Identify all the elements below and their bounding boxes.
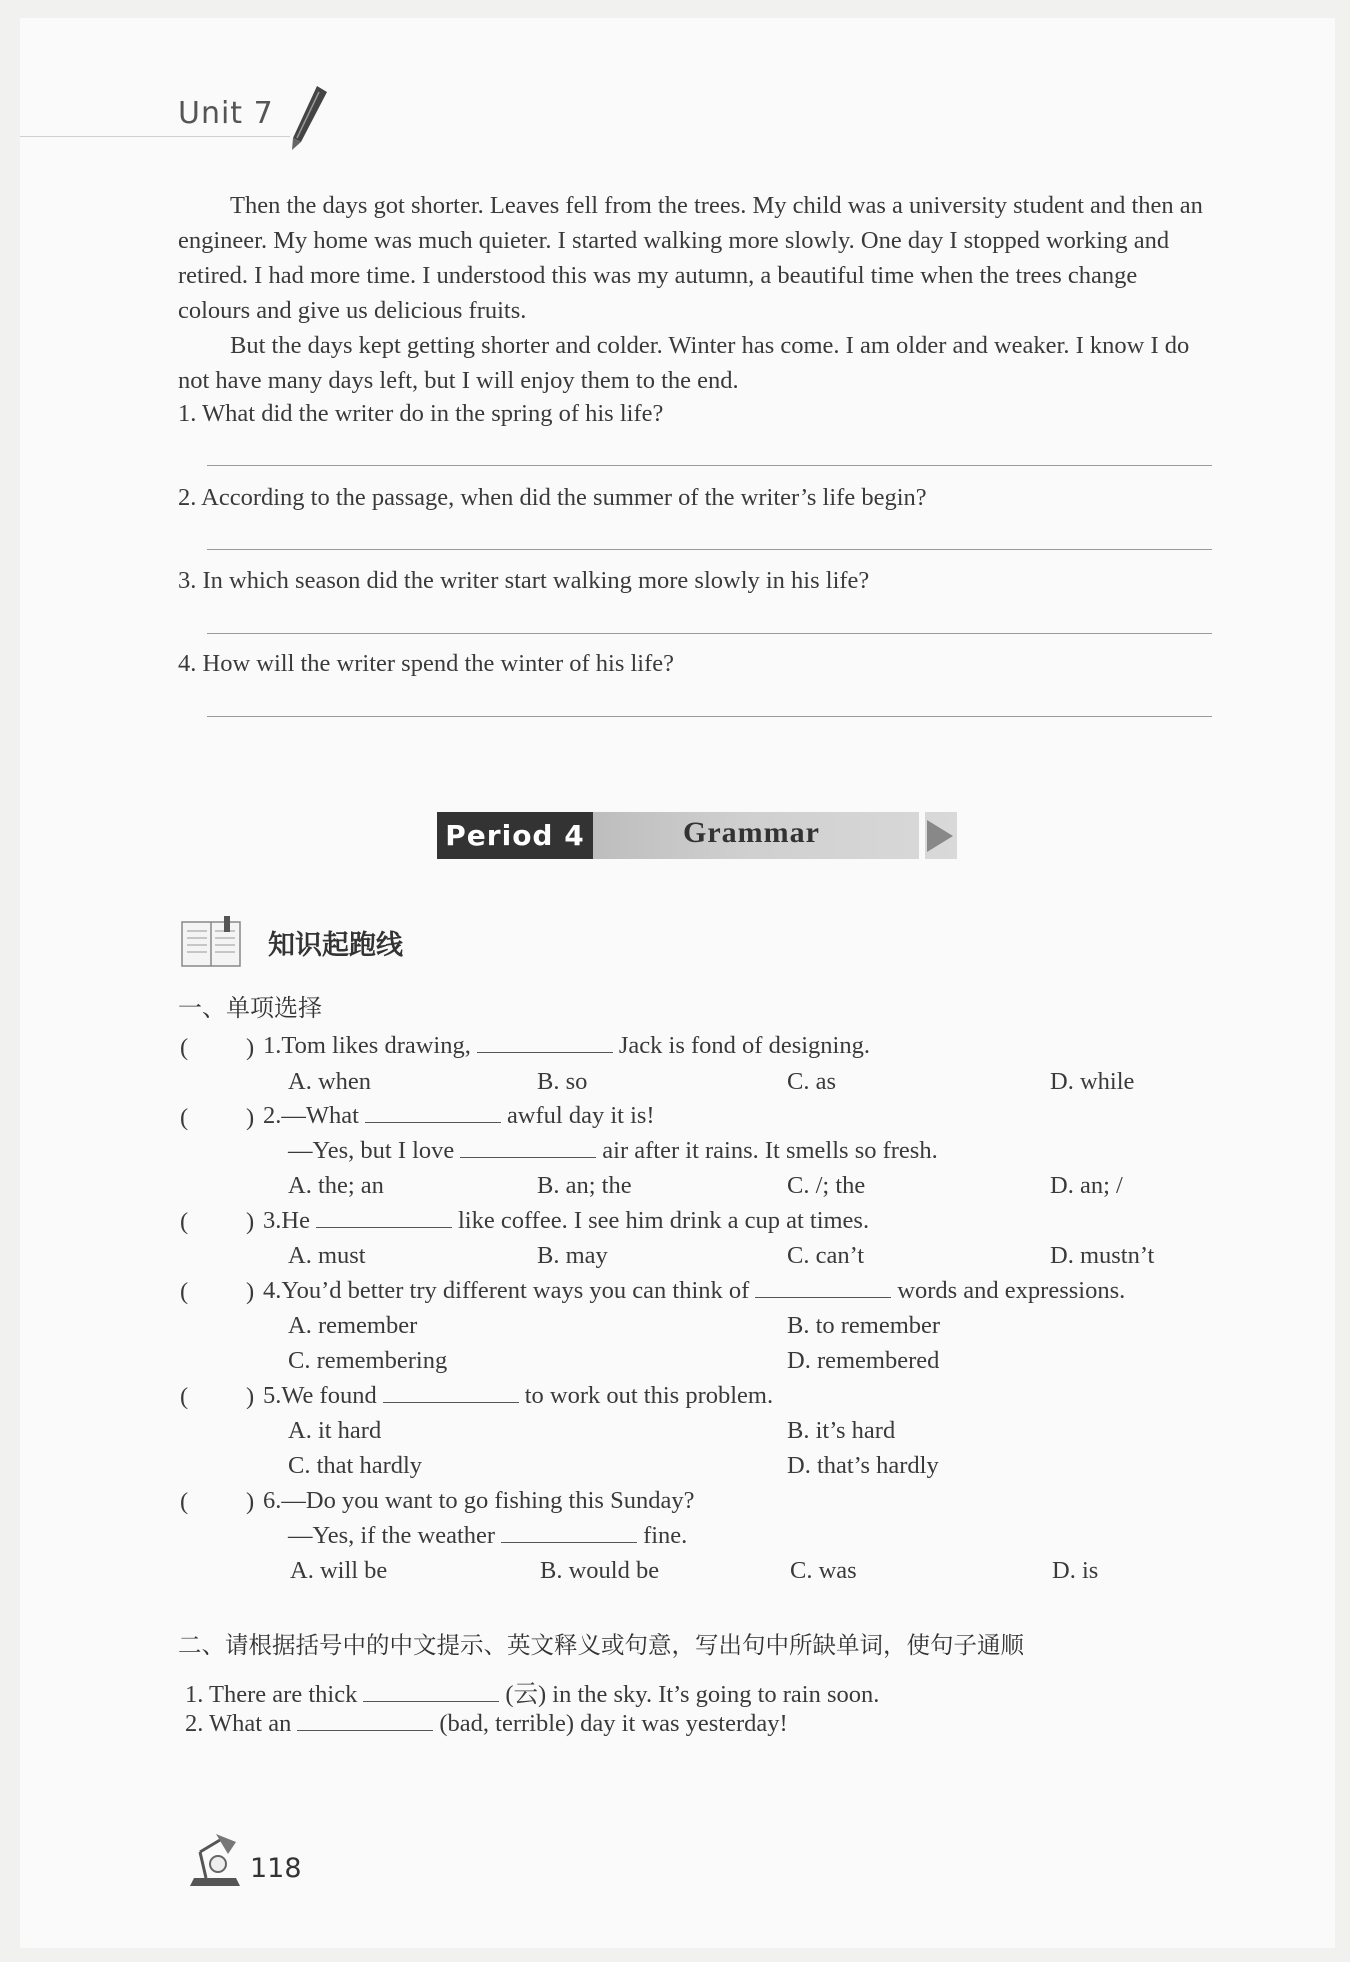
answer-paren-open[interactable]: ( bbox=[180, 1034, 189, 1061]
answer-paren-close: ) bbox=[246, 1208, 255, 1235]
option-b[interactable]: B. it’s hard bbox=[787, 1417, 896, 1444]
page-number: 118 bbox=[250, 1853, 302, 1884]
blank[interactable] bbox=[363, 1681, 499, 1702]
question-2: 2. According to the passage, when did the summer of the writer’s life begin? bbox=[178, 484, 927, 511]
mc-question-2: 2.—What awful day it is! bbox=[263, 1102, 655, 1129]
option-a[interactable]: A. when bbox=[288, 1068, 372, 1095]
part2-heading: 二、请根据括号中的中文提示、英文释义或句意，写出句中所缺单词，使句子通顺 bbox=[178, 1631, 1024, 1659]
option-a[interactable]: A. it hard bbox=[288, 1417, 382, 1444]
option-c[interactable]: C. remembering bbox=[288, 1347, 448, 1374]
option-a[interactable]: A. the; an bbox=[288, 1172, 384, 1199]
answer-paren-open[interactable]: ( bbox=[180, 1278, 189, 1305]
option-a[interactable]: A. will be bbox=[290, 1557, 388, 1584]
option-c[interactable]: C. as bbox=[787, 1068, 836, 1095]
pen-icon bbox=[283, 82, 333, 152]
option-b[interactable]: B. may bbox=[537, 1242, 608, 1269]
period-banner bbox=[437, 812, 957, 859]
answer-paren-close: ) bbox=[246, 1104, 255, 1131]
answer-paren-close: ) bbox=[246, 1383, 255, 1410]
question-3: 3. In which season did the writer start walking more slowly in his life? bbox=[178, 567, 870, 594]
desk-lamp-icon bbox=[184, 1830, 246, 1892]
fill-question-1: 1. There are thick (云) in the sky. It’s going to rain soon. bbox=[185, 1681, 880, 1708]
period-title: Grammar bbox=[683, 816, 820, 849]
blank[interactable] bbox=[477, 1032, 613, 1053]
mc-question-1: 1.Tom likes drawing, Jack is fond of designing. bbox=[263, 1032, 870, 1059]
option-c[interactable]: C. can’t bbox=[787, 1242, 865, 1269]
book-icon bbox=[180, 916, 246, 970]
option-c[interactable]: C. was bbox=[790, 1557, 857, 1584]
option-a[interactable]: A. remember bbox=[288, 1312, 418, 1339]
answer-line-4[interactable] bbox=[207, 716, 1212, 717]
blank[interactable] bbox=[316, 1207, 452, 1228]
blank[interactable] bbox=[365, 1102, 501, 1123]
answer-paren-open[interactable]: ( bbox=[180, 1383, 189, 1410]
answer-paren-close: ) bbox=[246, 1034, 255, 1061]
blank[interactable] bbox=[501, 1522, 637, 1543]
fill-question-2: 2. What an (bad, terrible) day it was yesterday! bbox=[185, 1710, 788, 1737]
answer-paren-open[interactable]: ( bbox=[180, 1104, 189, 1131]
option-b[interactable]: B. would be bbox=[540, 1557, 660, 1584]
option-c[interactable]: C. /; the bbox=[787, 1172, 866, 1199]
option-d[interactable]: D. remembered bbox=[787, 1347, 940, 1374]
blank[interactable] bbox=[383, 1382, 519, 1403]
option-b[interactable]: B. an; the bbox=[537, 1172, 632, 1199]
answer-paren-open[interactable]: ( bbox=[180, 1208, 189, 1235]
answer-line-3[interactable] bbox=[207, 633, 1212, 634]
period-label: Period 4 bbox=[437, 812, 593, 859]
part1-heading: 一、单项选择 bbox=[178, 994, 322, 1022]
mc-question-5: 5.We found to work out this problem. bbox=[263, 1382, 774, 1409]
unit-title: Unit 7 bbox=[178, 96, 274, 131]
mc-question-2-reply: —Yes, but I love air after it rains. It smells so fresh. bbox=[288, 1137, 938, 1164]
blank[interactable] bbox=[755, 1277, 891, 1298]
option-c[interactable]: C. that hardly bbox=[288, 1452, 423, 1479]
option-d[interactable]: D. an; / bbox=[1050, 1172, 1123, 1199]
option-d[interactable]: D. is bbox=[1052, 1557, 1099, 1584]
option-a[interactable]: A. must bbox=[288, 1242, 366, 1269]
paragraph-2: But the days kept getting shorter and colder. Winter has come. I am older and weaker. I know I do not have many days left, but I will enjoy them to the end. bbox=[178, 332, 1190, 394]
option-d[interactable]: D. while bbox=[1050, 1068, 1135, 1095]
mc-question-6: 6.—Do you want to go fishing this Sunday? bbox=[263, 1487, 695, 1514]
option-b[interactable]: B. to remember bbox=[787, 1312, 941, 1339]
blank[interactable] bbox=[297, 1710, 433, 1731]
mc-question-3: 3.He like coffee. I see him drink a cup at times. bbox=[263, 1207, 870, 1234]
option-b[interactable]: B. so bbox=[537, 1068, 588, 1095]
answer-paren-open[interactable]: ( bbox=[180, 1488, 189, 1515]
period-title-box bbox=[593, 812, 957, 859]
option-d[interactable]: D. that’s hardly bbox=[787, 1452, 939, 1479]
answer-line-2[interactable] bbox=[207, 549, 1212, 550]
mc-question-6-reply: —Yes, if the weather fine. bbox=[288, 1522, 688, 1549]
paragraph-1: Then the days got shorter. Leaves fell from the trees. My child was a university student and then an engineer. My home was much quieter. I started walking more slowly. One day I stopped working and retired. I had more time. I understood this was my autumn, a beautiful time when the trees change colours and give us delicious fruits. bbox=[178, 192, 1203, 324]
section-title: 知识起跑线 bbox=[268, 930, 403, 961]
blank[interactable] bbox=[460, 1137, 596, 1158]
header-rule bbox=[20, 136, 290, 137]
question-1: 1. What did the writer do in the spring of his life? bbox=[178, 400, 664, 427]
option-d[interactable]: D. mustn’t bbox=[1050, 1242, 1155, 1269]
question-4: 4. How will the writer spend the winter of his life? bbox=[178, 650, 675, 677]
answer-paren-close: ) bbox=[246, 1488, 255, 1515]
arrow-icon bbox=[927, 820, 953, 852]
answer-paren-close: ) bbox=[246, 1278, 255, 1305]
mc-question-4: 4.You’d better try different ways you can think of words and expressions. bbox=[263, 1277, 1126, 1304]
answer-line-1[interactable] bbox=[207, 465, 1212, 466]
